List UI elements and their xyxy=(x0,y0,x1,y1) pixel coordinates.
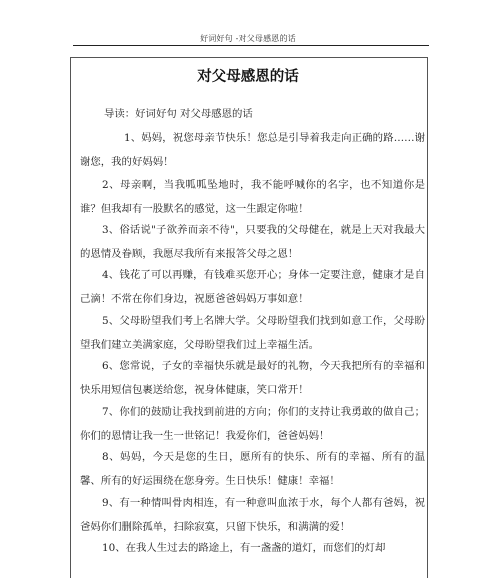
paragraph-6: 6、您常说，子女的幸福快乐就是最好的礼物，今天我把所有的幸福和快乐用短信包裹送给您，祝身体健康，笑口常开！ xyxy=(80,360,425,396)
paragraph-5: 5、父母盼望我们考上名牌大学。父母盼望我们找到如意工作，父母盼望我们建立美满家庭，父母盼望我们过上幸福生活。 xyxy=(80,315,425,351)
document-title: 对父母感恩的话 xyxy=(197,68,299,85)
header-divider xyxy=(73,45,429,46)
paragraph-7: 7、你们的鼓励让我找到前进的方向；你们的支持让我勇敢的做自己；你们的恩情让我一生一世铭记！我爱你们，爸爸妈妈！ xyxy=(80,406,425,442)
page-header xyxy=(0,0,496,46)
paragraph-4: 4、钱花了可以再赚，有钱难买您开心；身体一定要注意，健康才是自己滴！不常在你们身边，祝愿爸爸妈妈万事如意！ xyxy=(80,269,425,305)
paragraph-2: 2、母亲啊，当我呱呱坠地时，我不能呼喊你的名字，也不知道你是谁？但我却有一股默名的感觉，这一生跟定你啦！ xyxy=(80,179,425,215)
paragraph-1: 1、妈妈，祝您母亲节快乐！您总是引导着我走向正确的路……谢谢您，我的好妈妈！ xyxy=(80,132,425,168)
paragraph-8: 8、妈妈，今天是您的生日，愿所有的快乐、所有的幸福、所有的温馨、所有的好运围绕在您身旁。生日快乐！健康！幸福！ xyxy=(80,451,425,487)
header-text: 好词好句 -对父母感恩的话 xyxy=(200,34,296,43)
paragraph-3: 3、俗话说"子欲养而亲不待"，只要我的父母健在，就是上天对我最大的恩情及眷顾，我愿尽我所有来报答父母之恩！ xyxy=(80,224,425,260)
paragraph-10: 10、在我人生过去的路途上，有一盏盏的道灯，而您们的灯却 xyxy=(102,542,386,554)
guide-text: 导读：好词好句 对父母感恩的话 xyxy=(104,108,253,120)
paragraph-9: 9、有一种情叫骨肉相连，有一种意叫血浓于水，每个人都有爸妈，祝爸妈你们删除孤单，扫除寂寞，只留下快乐，和满满的爱！ xyxy=(80,497,425,533)
